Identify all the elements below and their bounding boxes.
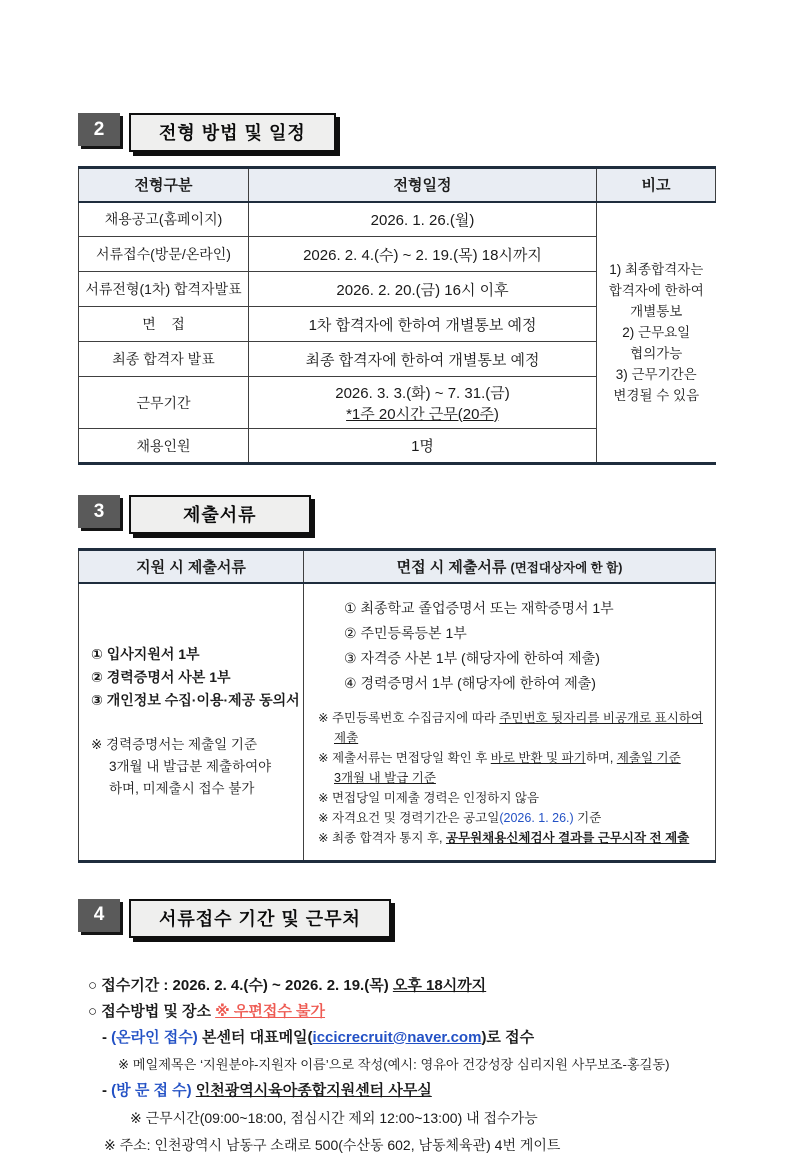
note-medical-exam: ※ 최종 합격자 통지 후, 공무원채용신체검사 결과를 근무시작 전 제출 [318,830,690,845]
interview-doc-item: ④ 경력증명서 1부 (해당자에 한하여 제출) [344,674,596,691]
deadline-time: 오후 18시까지 [392,976,487,994]
email-link[interactable]: iccicrecruit@naver.com [312,1028,482,1046]
row-label: 최종 합격자 발표 [79,342,249,377]
work-period-dates: 2026. 3. 3.(화) ~ 7. 31.(금) [335,384,510,402]
documents-table [78,548,716,863]
apply-docs-list [91,643,300,712]
remark-line: 협의가능 [630,345,683,361]
row-value: 2026. 2. 4.(수) ~ 2. 19.(목) 18시까지 [249,237,597,272]
announcement-date: (2026. 1. 26.) [499,810,574,825]
interview-docs-subnote: (면접대상자에 한 함) [510,560,623,575]
interview-docs-list [318,596,705,696]
section-3-title: 제출서류 [129,495,311,534]
address-note: ※ 주소: 인천광역시 남동구 소래로 500(수산동 602, 남동체육관) 4번 게이트 [104,1136,561,1153]
schedule-table-header-row [79,168,716,202]
remarks-cell [597,202,716,464]
row-label: 채용인원 [79,429,249,464]
row-value: 1차 합격자에 한하여 개별통보 예정 [249,307,597,342]
table-row [79,202,716,237]
interview-doc-item: ① 최종학교 졸업증명서 또는 재학증명서 1부 [344,599,614,616]
row-value: 2026. 2. 20.(금) 16시 이후 [249,272,597,307]
postal-warning: ※ 우편접수 불가 [215,1002,326,1020]
row-label: 근무기간 [79,377,249,429]
schedule-table [78,166,716,465]
header-cell-remark: 비고 [597,168,716,202]
remark-line: 1) 최종합격자는 [609,261,704,277]
mail-subject-note: ※ 메일제목은 ‘지원분야-지원자 이름’으로 작성(예시: 영유아 건강성장 심리지원 사무보조-홍길동) [118,1056,670,1072]
apply-docs-note: ※ 경력증명서는 제출일 기준 3개월 내 발급분 제출하여야 하며, 미제출시 접수 불가 [91,737,272,796]
visit-application-line: - (방 문 접 수) 인천광역시육아종합지원센터 사무실 [102,1081,432,1099]
interview-docs-notes [318,708,705,848]
application-period-line: ○ 접수기간 : 2026. 2. 4.(수) ~ 2026. 2. 19.(목) 오후 18시까지 [88,976,487,994]
header-cell-schedule: 전형일정 [249,168,597,202]
remark-line: 2) 근무요일 [622,324,691,340]
row-label: 면 접 [79,307,249,342]
interview-doc-item: ③ 자격증 사본 1부 (해당자에 한하여 제출) [344,649,600,666]
visit-place: 인천광역시육아종합지원센터 사무실 [195,1081,432,1099]
row-label: 채용공고(홈페이지) [79,202,249,237]
visit-tag: (방 문 접 수) [111,1081,192,1099]
apply-doc-item: ② 경력증명서 사본 1부 [91,669,231,685]
remark-line: 3) 근무기간은 [615,366,697,382]
header-cell-apply-docs: 지원 시 제출서류 [79,550,304,583]
section-3-header [78,495,715,534]
documents-table-header-row [79,550,716,583]
section-4-number-badge: 4 [78,899,120,932]
apply-doc-item: ① 입사지원서 1부 [91,646,200,662]
apply-docs-cell [79,583,304,862]
row-value: 최종 합격자에 한하여 개별통보 예정 [249,342,597,377]
interview-docs-cell [304,583,716,862]
remark-line: 변경될 수 있음 [613,387,700,403]
header-cell-category: 전형구분 [79,168,249,202]
section-3-number-badge: 3 [78,495,120,528]
work-period-hours: *1주 20시간 근무(20주) [346,405,499,423]
section-4-title: 서류접수 기간 및 근무처 [129,899,391,938]
remark-line: 개별통보 [630,303,683,319]
note-return-docs: ※ 제출서류는 면접당일 확인 후 바로 반환 및 파기하며, 제출일 기준 3개월 내 발급 기준 [318,750,681,785]
remark-line: 합격자에 한하여 [608,282,704,298]
row-label: 서류전형(1차) 합격자발표 [79,272,249,307]
apply-doc-item: ③ 개인정보 수집·이용·제공 동의서 [91,692,300,708]
application-info [78,973,715,1159]
document-content [78,113,715,1159]
online-tag: (온라인 접수) [111,1028,198,1046]
section-2-title: 전형 방법 및 일정 [129,113,336,152]
note-criteria-date: ※ 자격요건 및 경력기간은 공고일(2026. 1. 26.) 기준 [318,810,602,825]
note-no-late-docs: ※ 면접당일 미제출 경력은 인정하지 않음 [318,790,540,805]
office-hours-note: ※ 근무시간(09:00~18:00, 점심시간 제외 12:00~13:00) 내 접수가능 [130,1109,538,1126]
online-application-line: - (온라인 접수) 본센터 대표메일(iccicrecruit@naver.com)로 접수 [102,1028,535,1046]
interview-doc-item: ② 주민등록등본 1부 [344,624,467,641]
note-privacy: ※ 주민등록번호 수집금지에 따라 주민번호 뒷자리를 비공개로 표시하여 제출 [318,710,703,745]
row-value [249,377,597,429]
header-cell-interview-docs: 면접 시 제출서류 (면접대상자에 한 함) [304,550,716,583]
section-2-header [78,113,715,152]
row-label: 서류접수(방문/온라인) [79,237,249,272]
row-value: 1명 [249,429,597,464]
application-method-line: ○ 접수방법 및 장소 ※ 우편접수 불가 [88,1002,326,1020]
row-value: 2026. 1. 26.(월) [249,202,597,237]
documents-table-body-row [79,583,716,862]
section-2-number-badge: 2 [78,113,120,146]
section-4-header [78,899,715,938]
